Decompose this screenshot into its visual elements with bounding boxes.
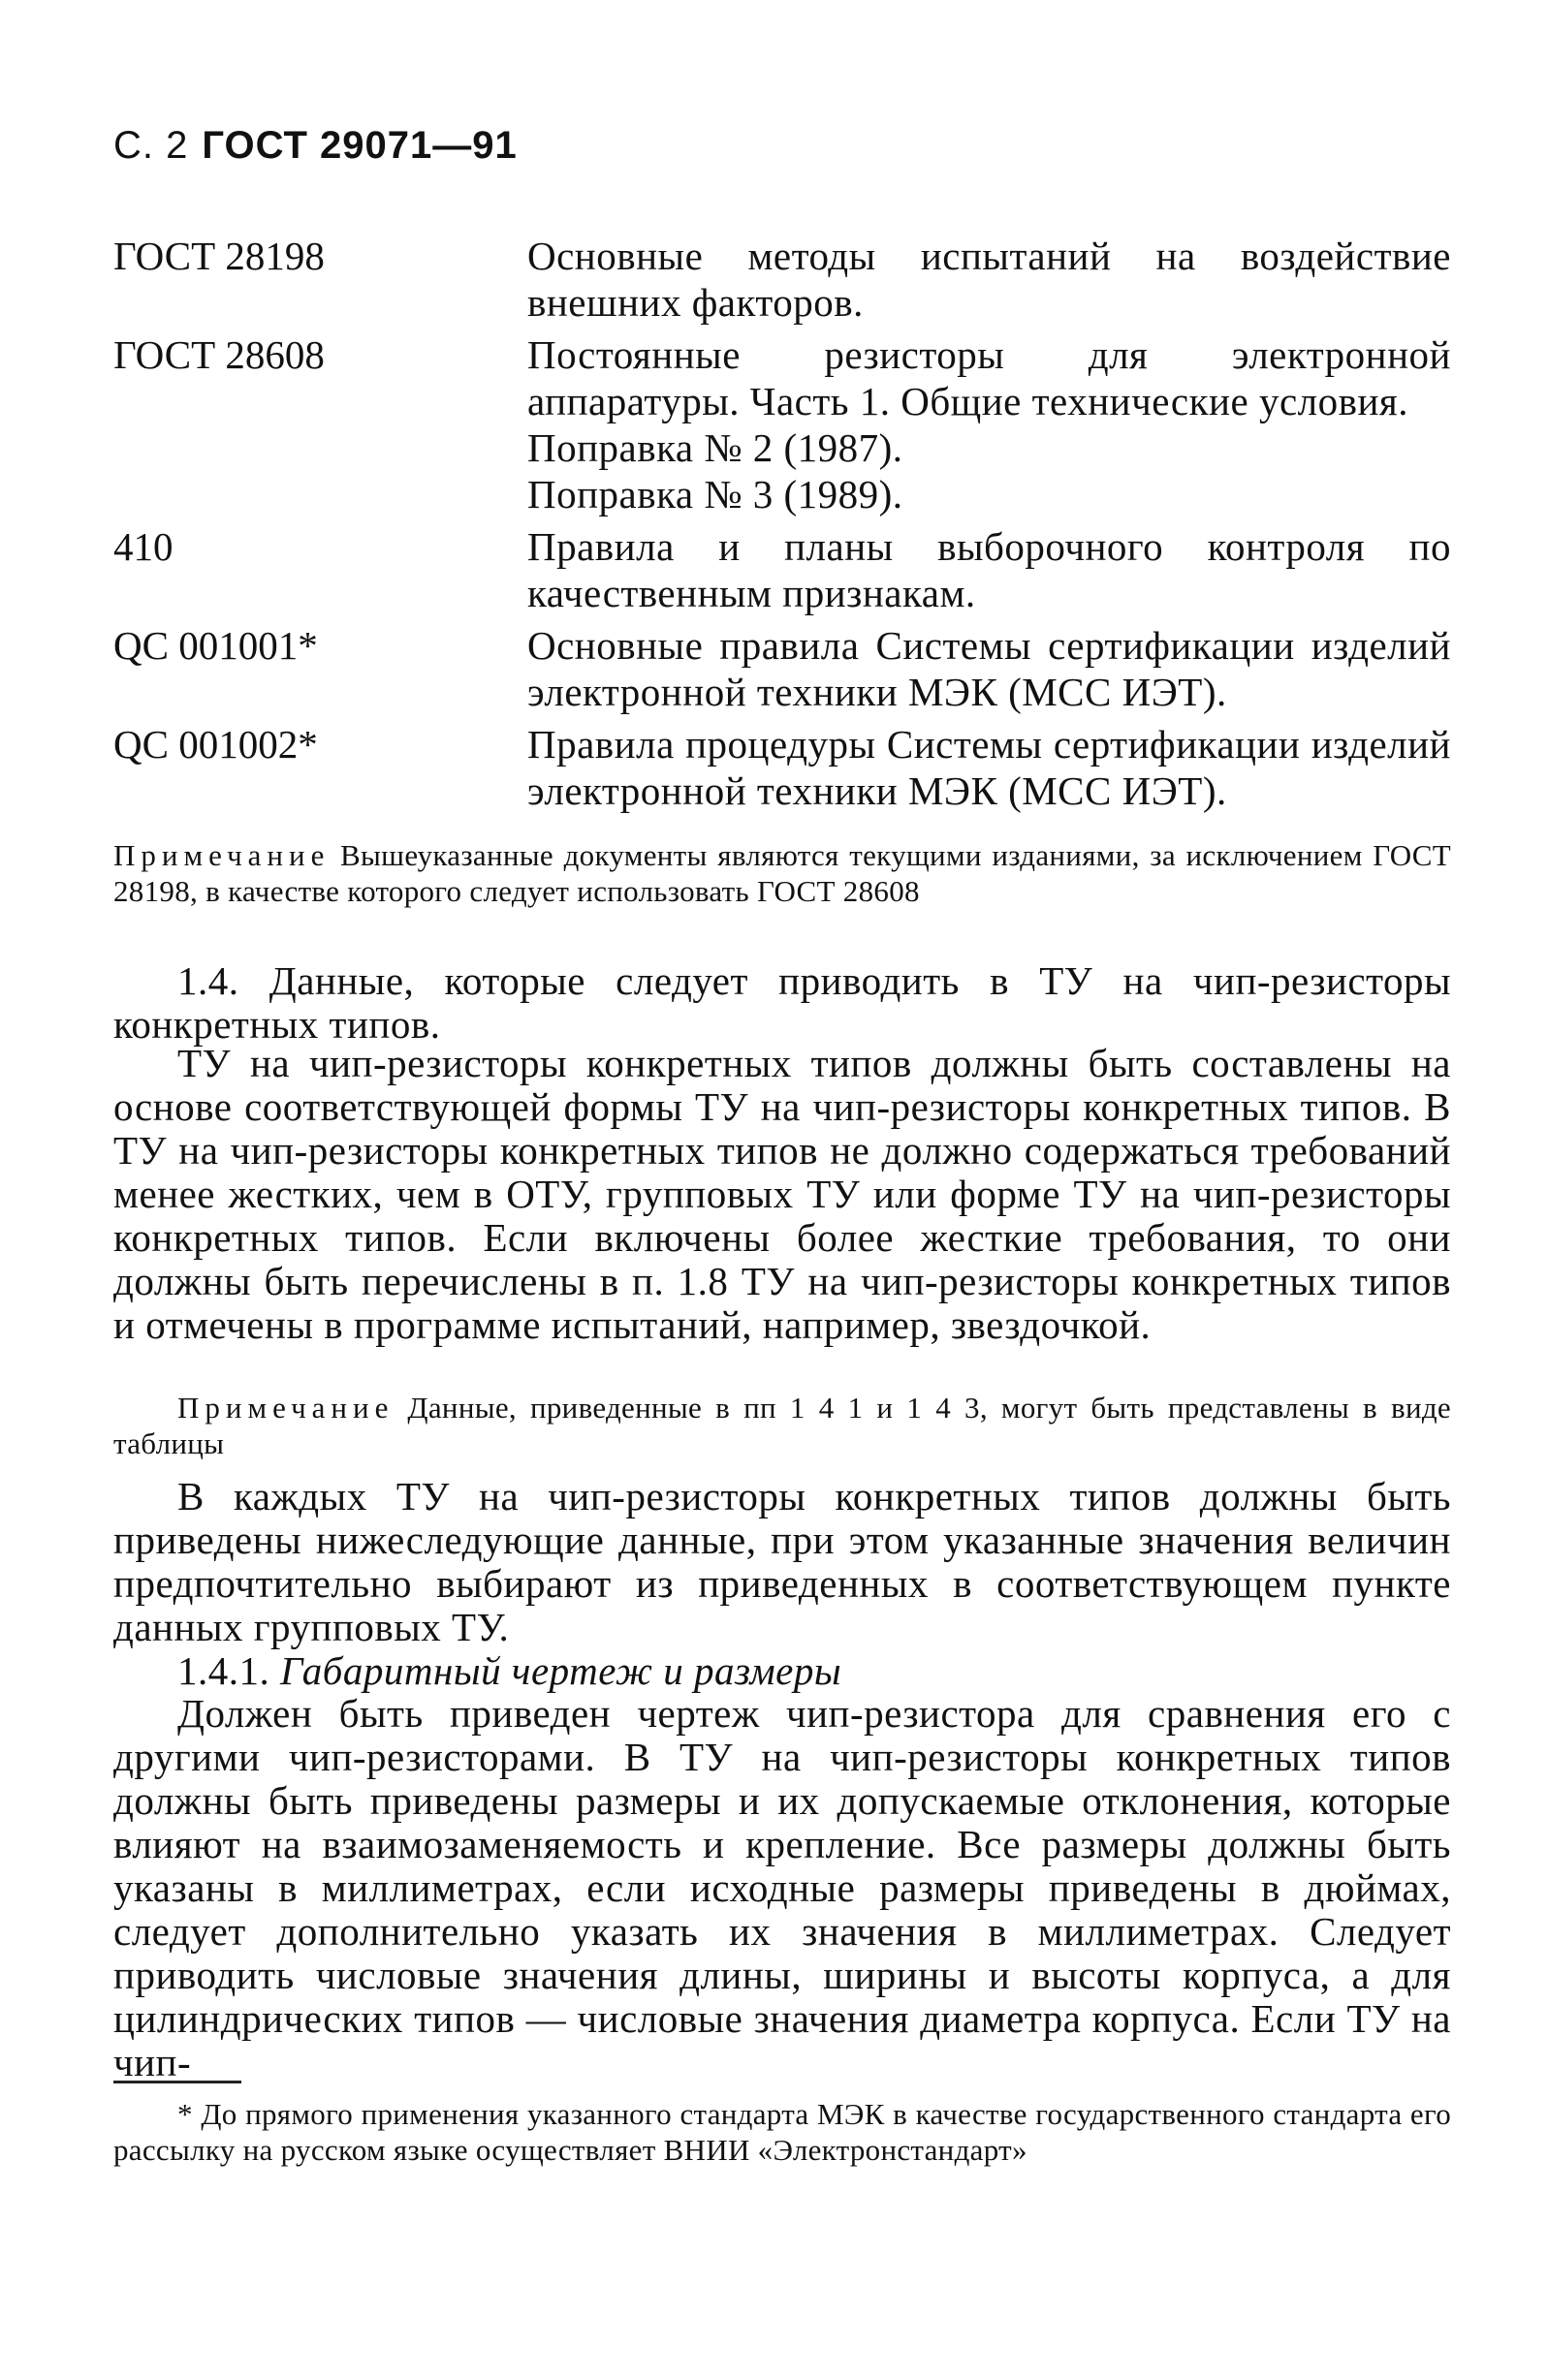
- reference-code: ГОСТ 28198: [113, 234, 325, 278]
- section-title: Габаритный чертеж и размеры: [280, 1648, 842, 1693]
- reference-description: Правила и планы выборочного контроля по качественным признакам.: [527, 524, 1451, 615]
- reference-description: [527, 331, 1451, 517]
- note-label: Примечание: [113, 838, 331, 872]
- page-number: С. 2: [113, 124, 189, 167]
- references-list: [113, 233, 1451, 820]
- note-label: Примечание: [177, 1391, 395, 1425]
- reference-description: Основные правила Системы сертификации изделий электронной техники МЭК (МСС ИЭТ).: [527, 623, 1451, 714]
- reference-code: ГОСТ 28608: [113, 332, 325, 377]
- reference-amendment: Поправка № 2 (1987).: [527, 425, 903, 470]
- section-1-4-paragraph: ТУ на чип-резисторы конкретных типов должны быть составлены на основе соответствующей формы ТУ на чип-резисторы конкретных типов. В ТУ на чип-резисторы конкретных типов не должно содержаться требований менее жестких, чем в ОТУ, групповых ТУ или форме ТУ на чип-резисторы конкретных типов. Если включены более жесткие требования, то они должны быть перечислены в п. 1.8 ТУ на чип-резисторы конкретных типов и отмечены в программе испытаний, например, звездочкой.: [113, 1041, 1451, 1347]
- standard-code: ГОСТ 29071—91: [202, 124, 518, 167]
- reference-amendment: Поправка № 3 (1989).: [527, 472, 903, 517]
- section-1-4-heading: 1.4. Данные, которые следует приводить в ТУ на чип-резисторы конкретных типов.: [113, 958, 1451, 1047]
- reference-code: 410: [113, 524, 174, 569]
- note-references: [113, 837, 1451, 909]
- reference-row: [113, 233, 1451, 326]
- reference-row: [113, 622, 1451, 715]
- reference-description: Основные методы испытаний на воздействие внешних факторов.: [527, 234, 1451, 325]
- footnote: * До прямого применения указанного стандарта МЭК в качестве государственного стандарта его рассылку на русском языке осуществляет ВНИИ «Электронстандарт»: [113, 2097, 1451, 2167]
- reference-description: Правила процедуры Системы сертификации изделий электронной техники МЭК (МСС ИЭТ).: [527, 722, 1451, 813]
- note-table: [113, 1390, 1451, 1461]
- reference-description-text: Постоянные резисторы для электронной аппаратуры. Часть 1. Общие технические условия.: [527, 332, 1451, 423]
- reference-row: [113, 331, 1451, 517]
- section-1-4-1-heading: [113, 1649, 1451, 1693]
- reference-code: QC 001001*: [113, 623, 318, 668]
- note-text: Вышеуказанные документы являются текущими изданиями, за исключением ГОСТ 28198, в качестве которого следует использовать ГОСТ 28608: [113, 838, 1451, 908]
- footnote-divider: [113, 2081, 241, 2083]
- data-paragraph: В каждых ТУ на чип-резисторы конкретных типов должны быть приведены нижеследующие данные, при этом указанные значения величин предпочтительно выбирают из приведенных в соответствующем пункте данных групповых ТУ.: [113, 1474, 1451, 1649]
- section-number: 1.4.1.: [177, 1648, 270, 1693]
- running-header: [113, 124, 518, 168]
- reference-row: [113, 721, 1451, 814]
- reference-code: QC 001002*: [113, 722, 318, 767]
- reference-row: [113, 523, 1451, 616]
- section-1-4-1-paragraph: Должен быть приведен чертеж чип-резистора для сравнения его с другими чип-резисторами. В ТУ на чип-резисторы конкретных типов должны быть приведены размеры и их допускаемые отклонения, которые влияют на взаимозаменяемость и крепление. Все размеры должны быть указаны в миллиметрах, если исходные размеры приведены в дюймах, следует дополнительно указать их значения в миллиметрах. Следует приводить числовые значения длины, ширины и высоты корпуса, а для цилиндрических типов — числовые значения диаметра корпуса. Если ТУ на чип-: [113, 1691, 1451, 2084]
- note-text: Данные, приведенные в пп 1 4 1 и 1 4 3, могут быть представлены в виде таблицы: [113, 1391, 1451, 1460]
